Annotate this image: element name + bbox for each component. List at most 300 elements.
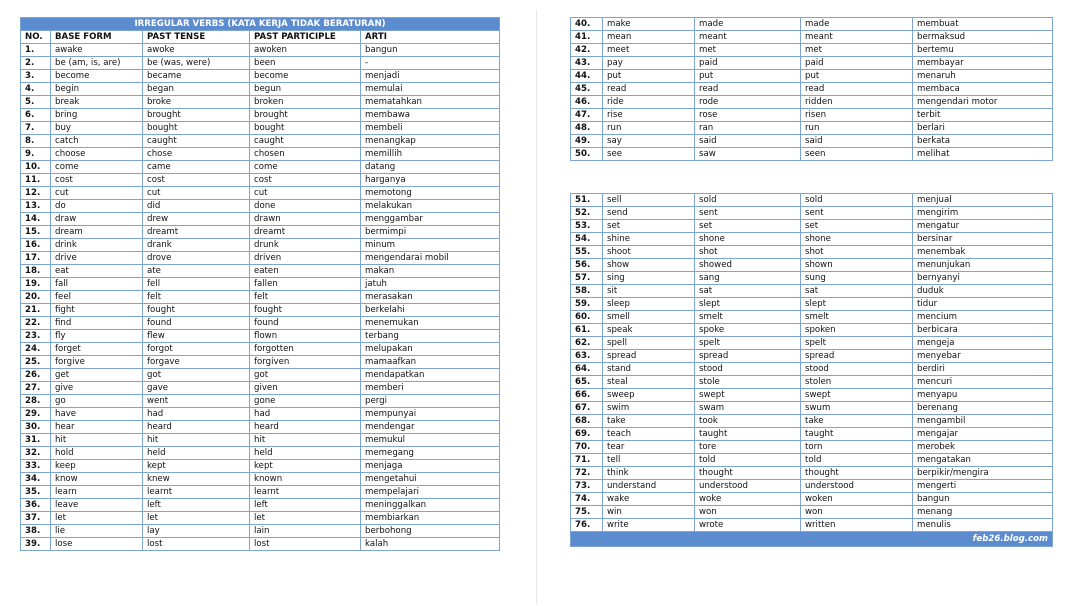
base-form: put (603, 70, 695, 83)
past-participle: told (801, 454, 913, 467)
past-tense: ran (695, 122, 801, 135)
verb-number: 13. (21, 200, 51, 213)
arti: menyebar (913, 350, 1053, 363)
arti: makan (361, 265, 500, 278)
past-participle: smelt (801, 311, 913, 324)
base-form: ride (603, 96, 695, 109)
base-form: get (51, 369, 143, 382)
past-participle: said (801, 135, 913, 148)
base-form: show (603, 259, 695, 272)
base-form: tear (603, 441, 695, 454)
arti: menangkap (361, 135, 500, 148)
past-tense: learnt (143, 486, 250, 499)
base-form: wake (603, 493, 695, 506)
base-form: become (51, 70, 143, 83)
base-form: sell (603, 194, 695, 207)
past-tense: rose (695, 109, 801, 122)
base-form: know (51, 473, 143, 486)
base-form: catch (51, 135, 143, 148)
verb-number: 37. (21, 512, 51, 525)
table-row (21, 382, 500, 395)
arti: mendengar (361, 421, 500, 434)
base-form: shoot (603, 246, 695, 259)
past-participle: shot (801, 246, 913, 259)
arti: berkata (913, 135, 1053, 148)
base-form: awake (51, 44, 143, 57)
verb-number: 43. (571, 57, 603, 70)
base-form: be (am, is, are) (51, 57, 143, 70)
verb-number: 41. (571, 31, 603, 44)
base-form: buy (51, 122, 143, 135)
verb-number: 23. (21, 330, 51, 343)
table-row (571, 519, 1053, 532)
table-row (21, 83, 500, 96)
past-tense: saw (695, 148, 801, 161)
table-row (571, 44, 1053, 57)
past-participle: sung (801, 272, 913, 285)
table-row (21, 525, 500, 538)
arti: duduk (913, 285, 1053, 298)
verb-number: 6. (21, 109, 51, 122)
verb-number: 47. (571, 109, 603, 122)
arti: merasakan (361, 291, 500, 304)
past-participle: hit (250, 434, 361, 447)
arti: berpikir/mengira (913, 467, 1053, 480)
verb-number: 35. (21, 486, 51, 499)
header-past-tense: PAST TENSE (143, 31, 250, 44)
past-participle: slept (801, 298, 913, 311)
table-row (571, 70, 1053, 83)
past-participle: take (801, 415, 913, 428)
verb-number: 72. (571, 467, 603, 480)
arti: membaca (913, 83, 1053, 96)
verb-number: 10. (21, 161, 51, 174)
past-tense: caught (143, 135, 250, 148)
past-participle: let (250, 512, 361, 525)
past-tense: smelt (695, 311, 801, 324)
past-participle: written (801, 519, 913, 532)
arti: harganya (361, 174, 500, 187)
verb-number: 48. (571, 122, 603, 135)
past-tense: felt (143, 291, 250, 304)
past-participle: stood (801, 363, 913, 376)
past-participle: spoken (801, 324, 913, 337)
verb-number: 57. (571, 272, 603, 285)
past-participle: met (801, 44, 913, 57)
verb-number: 67. (571, 402, 603, 415)
base-form: break (51, 96, 143, 109)
past-tense: sold (695, 194, 801, 207)
past-tense: sang (695, 272, 801, 285)
arti: bertemu (913, 44, 1053, 57)
past-participle: taught (801, 428, 913, 441)
past-participle: spread (801, 350, 913, 363)
past-participle: gone (250, 395, 361, 408)
table-row (21, 421, 500, 434)
base-form: let (51, 512, 143, 525)
base-form: go (51, 395, 143, 408)
verb-number: 26. (21, 369, 51, 382)
past-tense: became (143, 70, 250, 83)
base-form: sit (603, 285, 695, 298)
verb-number: 9. (21, 148, 51, 161)
table-row (571, 298, 1053, 311)
past-tense: gave (143, 382, 250, 395)
base-form: eat (51, 265, 143, 278)
base-form: learn (51, 486, 143, 499)
base-form: drive (51, 252, 143, 265)
table-row (21, 239, 500, 252)
verb-number: 28. (21, 395, 51, 408)
verb-number: 15. (21, 226, 51, 239)
base-form: fly (51, 330, 143, 343)
base-form: tell (603, 454, 695, 467)
past-participle: dreamt (250, 226, 361, 239)
table-row (21, 538, 500, 551)
base-form: choose (51, 148, 143, 161)
table-title: IRREGULAR VERBS (KATA KERJA TIDAK BERATURAN) (21, 18, 500, 31)
table-row (21, 226, 500, 239)
table-row (21, 174, 500, 187)
arti: memulai (361, 83, 500, 96)
past-participle: brought (250, 109, 361, 122)
table-row (21, 460, 500, 473)
arti: bangun (361, 44, 500, 57)
arti: berenang (913, 402, 1053, 415)
arti: membiarkan (361, 512, 500, 525)
arti: menulis (913, 519, 1053, 532)
past-tense: flew (143, 330, 250, 343)
verb-number: 17. (21, 252, 51, 265)
verb-number: 16. (21, 239, 51, 252)
page-divider (536, 10, 537, 604)
table-row (21, 96, 500, 109)
past-participle: drawn (250, 213, 361, 226)
past-participle: forgotten (250, 343, 361, 356)
table-row (571, 194, 1053, 207)
arti: mendapatkan (361, 369, 500, 382)
verb-number: 40. (571, 18, 603, 31)
base-form: teach (603, 428, 695, 441)
arti: menunjukan (913, 259, 1053, 272)
past-participle: flown (250, 330, 361, 343)
table-row (21, 148, 500, 161)
past-tense: found (143, 317, 250, 330)
table-row (21, 434, 500, 447)
table-row (571, 207, 1053, 220)
header-past-participle: PAST PARTICIPLE (250, 31, 361, 44)
base-form: lie (51, 525, 143, 538)
base-form: dream (51, 226, 143, 239)
arti: mempunyai (361, 408, 500, 421)
base-form: send (603, 207, 695, 220)
arti: bermaksud (913, 31, 1053, 44)
table-row (571, 272, 1053, 285)
table-row (571, 122, 1053, 135)
past-tense: put (695, 70, 801, 83)
header-base-form: BASE FORM (51, 31, 143, 44)
past-tense: met (695, 44, 801, 57)
verb-number: 21. (21, 304, 51, 317)
past-tense: drove (143, 252, 250, 265)
header-no: NO. (21, 31, 51, 44)
past-tense: swam (695, 402, 801, 415)
base-form: feel (51, 291, 143, 304)
past-tense: won (695, 506, 801, 519)
past-participle: bought (250, 122, 361, 135)
verb-number: 66. (571, 389, 603, 402)
verb-number: 5. (21, 96, 51, 109)
table-row (21, 44, 500, 57)
verb-number: 3. (21, 70, 51, 83)
arti: berbicara (913, 324, 1053, 337)
verb-number: 50. (571, 148, 603, 161)
arti: mengatur (913, 220, 1053, 233)
past-participle: left (250, 499, 361, 512)
past-tense: cost (143, 174, 250, 187)
verbs-table-left-body (21, 44, 500, 551)
verb-number: 12. (21, 187, 51, 200)
verbs-table-right-bottom (570, 193, 1053, 547)
base-form: shine (603, 233, 695, 246)
past-tense: slept (695, 298, 801, 311)
past-tense: tore (695, 441, 801, 454)
past-participle: torn (801, 441, 913, 454)
table-row (571, 57, 1053, 70)
table-row (571, 506, 1053, 519)
arti: menjadi (361, 70, 500, 83)
arti: terbit (913, 109, 1053, 122)
base-form: cut (51, 187, 143, 200)
past-tense: showed (695, 259, 801, 272)
arti: mengirim (913, 207, 1053, 220)
past-tense: woke (695, 493, 801, 506)
base-form: make (603, 18, 695, 31)
base-form: read (603, 83, 695, 96)
arti: menyapu (913, 389, 1053, 402)
verb-number: 70. (571, 441, 603, 454)
past-participle: got (250, 369, 361, 382)
base-form: fight (51, 304, 143, 317)
base-form: bring (51, 109, 143, 122)
past-tense: fought (143, 304, 250, 317)
table-row (21, 343, 500, 356)
verb-number: 61. (571, 324, 603, 337)
table-row (571, 324, 1053, 337)
table-row (21, 135, 500, 148)
arti: memegang (361, 447, 500, 460)
table-row (571, 441, 1053, 454)
base-form: take (603, 415, 695, 428)
table-row (571, 31, 1053, 44)
past-participle: held (250, 447, 361, 460)
base-form: rise (603, 109, 695, 122)
past-tense: left (143, 499, 250, 512)
table-row (571, 109, 1053, 122)
verb-number: 39. (21, 538, 51, 551)
table-row (21, 291, 500, 304)
past-tense: heard (143, 421, 250, 434)
past-tense: made (695, 18, 801, 31)
past-participle: sent (801, 207, 913, 220)
past-tense: shot (695, 246, 801, 259)
base-form: set (603, 220, 695, 233)
verb-number: 73. (571, 480, 603, 493)
arti: minum (361, 239, 500, 252)
verb-number: 31. (21, 434, 51, 447)
table-row (21, 317, 500, 330)
arti: merobek (913, 441, 1053, 454)
past-participle: lain (250, 525, 361, 538)
arti: meninggalkan (361, 499, 500, 512)
past-tense: chose (143, 148, 250, 161)
past-participle: spelt (801, 337, 913, 350)
table-row (571, 220, 1053, 233)
past-tense: rode (695, 96, 801, 109)
base-form: steal (603, 376, 695, 389)
past-participle: stolen (801, 376, 913, 389)
verb-number: 65. (571, 376, 603, 389)
past-participle: meant (801, 31, 913, 44)
verb-number: 59. (571, 298, 603, 311)
base-form: think (603, 467, 695, 480)
verb-number: 46. (571, 96, 603, 109)
verb-number: 69. (571, 428, 603, 441)
base-form: meet (603, 44, 695, 57)
past-tense: set (695, 220, 801, 233)
table-row (21, 408, 500, 421)
arti: mencium (913, 311, 1053, 324)
past-participle: shone (801, 233, 913, 246)
base-form: say (603, 135, 695, 148)
base-form: forget (51, 343, 143, 356)
table-row (21, 395, 500, 408)
table-row (571, 311, 1053, 324)
arti: mengeja (913, 337, 1053, 350)
arti: mengambil (913, 415, 1053, 428)
table-row (571, 428, 1053, 441)
base-form: lose (51, 538, 143, 551)
past-participle: drunk (250, 239, 361, 252)
arti: terbang (361, 330, 500, 343)
table-row (571, 402, 1053, 415)
table-row (21, 187, 500, 200)
arti: memberi (361, 382, 500, 395)
past-participle: put (801, 70, 913, 83)
table-row (21, 304, 500, 317)
base-form: understand (603, 480, 695, 493)
past-tense: cut (143, 187, 250, 200)
table-row (571, 467, 1053, 480)
verb-number: 20. (21, 291, 51, 304)
past-participle: awoken (250, 44, 361, 57)
table-row (571, 285, 1053, 298)
past-participle: been (250, 57, 361, 70)
verb-number: 22. (21, 317, 51, 330)
verb-number: 45. (571, 83, 603, 96)
past-participle: found (250, 317, 361, 330)
past-participle: caught (250, 135, 361, 148)
past-participle: cost (250, 174, 361, 187)
verb-number: 18. (21, 265, 51, 278)
arti: datang (361, 161, 500, 174)
verb-number: 34. (21, 473, 51, 486)
verb-number: 32. (21, 447, 51, 460)
arti: melupakan (361, 343, 500, 356)
column-header-row (21, 31, 500, 44)
arti: mengendarai mobil (361, 252, 500, 265)
arti: - (361, 57, 500, 70)
table-row (571, 337, 1053, 350)
verbs-table-left (20, 17, 500, 551)
past-participle: eaten (250, 265, 361, 278)
verb-number: 27. (21, 382, 51, 395)
arti: menjaga (361, 460, 500, 473)
verb-number: 25. (21, 356, 51, 369)
past-participle: forgiven (250, 356, 361, 369)
past-tense: swept (695, 389, 801, 402)
verb-number: 29. (21, 408, 51, 421)
arti: menjual (913, 194, 1053, 207)
base-form: cost (51, 174, 143, 187)
past-participle: come (250, 161, 361, 174)
base-form: pay (603, 57, 695, 70)
past-tense: told (695, 454, 801, 467)
verbs-table-right-top (570, 17, 1053, 161)
arti: berkelahi (361, 304, 500, 317)
past-tense: read (695, 83, 801, 96)
base-form: leave (51, 499, 143, 512)
table-row (21, 330, 500, 343)
table-row (571, 363, 1053, 376)
arti: pergi (361, 395, 500, 408)
arti: mengendari motor (913, 96, 1053, 109)
past-tense: spread (695, 350, 801, 363)
past-tense: awoke (143, 44, 250, 57)
arti: tidur (913, 298, 1053, 311)
table-row (571, 454, 1053, 467)
table-row (571, 259, 1053, 272)
base-form: give (51, 382, 143, 395)
arti: jatuh (361, 278, 500, 291)
arti: menaruh (913, 70, 1053, 83)
table-row (21, 200, 500, 213)
table-row (571, 246, 1053, 259)
arti: menang (913, 506, 1053, 519)
verb-number: 44. (571, 70, 603, 83)
base-form: see (603, 148, 695, 161)
table-row (21, 57, 500, 70)
past-participle: known (250, 473, 361, 486)
verb-number: 14. (21, 213, 51, 226)
past-tense: taught (695, 428, 801, 441)
past-tense: brought (143, 109, 250, 122)
verb-number: 71. (571, 454, 603, 467)
verb-number: 7. (21, 122, 51, 135)
verb-number: 11. (21, 174, 51, 187)
verb-number: 53. (571, 220, 603, 233)
past-tense: paid (695, 57, 801, 70)
table-row (21, 356, 500, 369)
arti: berdiri (913, 363, 1053, 376)
past-participle: risen (801, 109, 913, 122)
arti: mengerti (913, 480, 1053, 493)
base-form: write (603, 519, 695, 532)
verb-number: 55. (571, 246, 603, 259)
table-row (571, 18, 1053, 31)
table-row (571, 480, 1053, 493)
base-form: spell (603, 337, 695, 350)
